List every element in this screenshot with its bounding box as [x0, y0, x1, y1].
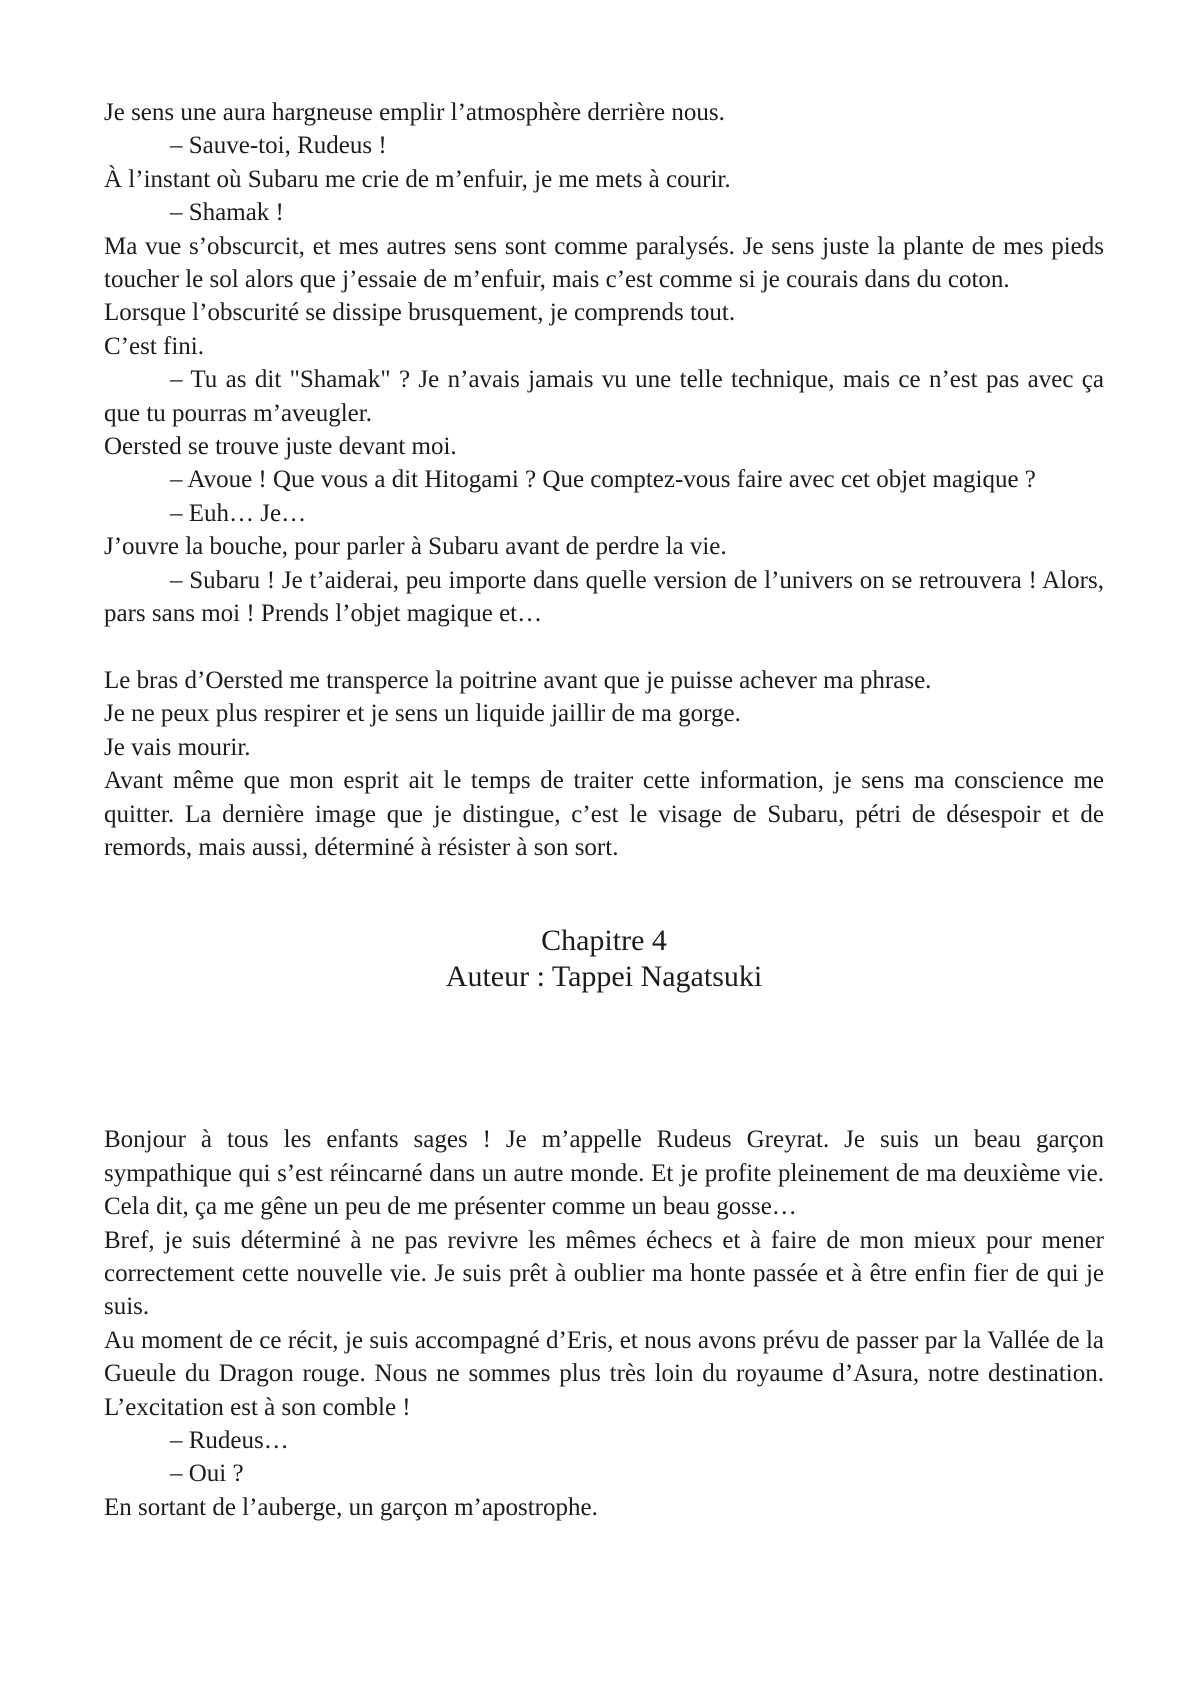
chapter-heading: [104, 923, 1104, 995]
paragraph: C’est fini.: [104, 332, 204, 360]
section-b: [104, 664, 1104, 864]
dialog-line: – Sauve-toi, Rudeus !: [170, 132, 387, 160]
book-page: [104, 96, 1104, 1524]
paragraph: Bonjour à tous les enfants sages ! Je m’appelle Rudeus Greyrat. Je suis un beau garçon sympathique qui s’est réincarné dans un autre monde. Et je profite pleinement de ma deuxième vie. Cela dit, ça me gêne un peu de me présenter comme un beau gosse…: [104, 1126, 1104, 1221]
blank-line: [104, 631, 1104, 664]
dialog-line: – Oui ?: [170, 1460, 244, 1488]
paragraph: Ma vue s’obscurcit, et mes autres sens sont comme paralysés. Je sens juste la plante de mes pieds toucher le sol alors que j’essaie de m’enfuir, mais c’est comme si je courais dans du coton.: [104, 232, 1104, 294]
dialog-line: – Rudeus…: [170, 1426, 289, 1454]
paragraph: Bref, je suis déterminé à ne pas revivre les mêmes échecs et à faire de mon mieux pour mener correctement cette nouvelle vie. Je suis prêt à oublier ma honte passée et à être enfin fier de qui je suis.: [104, 1226, 1104, 1321]
dialog-line: – Shamak !: [170, 199, 284, 227]
paragraph: Au moment de ce récit, je suis accompagné d’Eris, et nous avons prévu de passer par la Vallée de la Gueule du Dragon rouge. Nous ne sommes plus très loin du royaume d’Asura, notre destination. L’excitation est à son comble !: [104, 1326, 1104, 1421]
dialog-line: – Tu as dit "Shamak" ? Je n’avais jamais vu une telle technique, mais ce n’est pas avec ça que tu pourras m’aveugler.: [104, 366, 1104, 427]
section-a: [104, 96, 1104, 631]
paragraph: À l’instant où Subaru me crie de m’enfuir, je me mets à courir.: [104, 165, 731, 193]
heading-spacer: [104, 995, 1104, 1123]
dialog-line: – Euh… Je…: [170, 499, 307, 527]
paragraph: Le bras d’Oersted me transperce la poitrine avant que je puisse achever ma phrase.: [104, 666, 932, 694]
paragraph: Je vais mourir.: [104, 733, 251, 761]
chapter-author: Auteur : Tappei Nagatsuki: [445, 960, 763, 994]
paragraph: En sortant de l’auberge, un garçon m’apostrophe.: [104, 1493, 598, 1521]
section-c: [104, 1123, 1104, 1524]
dialog-line: – Subaru ! Je t’aiderai, peu importe dans quelle version de l’univers on se retrouvera ! Alors, pars sans moi ! Prends l’objet magique et…: [104, 566, 1104, 628]
paragraph: J’ouvre la bouche, pour parler à Subaru avant de perdre la vie.: [104, 533, 727, 561]
dialog-line: – Avoue ! Que vous a dit Hitogami ? Que comptez-vous faire avec cet objet magique ?: [170, 466, 1036, 494]
paragraph: Oersted se trouve juste devant moi.: [104, 433, 457, 461]
chapter-title: Chapitre 4: [541, 924, 667, 958]
paragraph: Je sens une aura hargneuse emplir l’atmosphère derrière nous.: [104, 99, 725, 126]
paragraph: Je ne peux plus respirer et je sens un liquide jaillir de ma gorge.: [104, 700, 741, 728]
paragraph: Avant même que mon esprit ait le temps de traiter cette information, je sens ma conscience me quitter. La dernière image que je distingue, c’est le visage de Subaru, pétri de désespoir et de remords, mais aussi, déterminé à résister à son sort.: [104, 767, 1104, 861]
paragraph: Lorsque l’obscurité se dissipe brusquement, je comprends tout.: [104, 299, 736, 327]
